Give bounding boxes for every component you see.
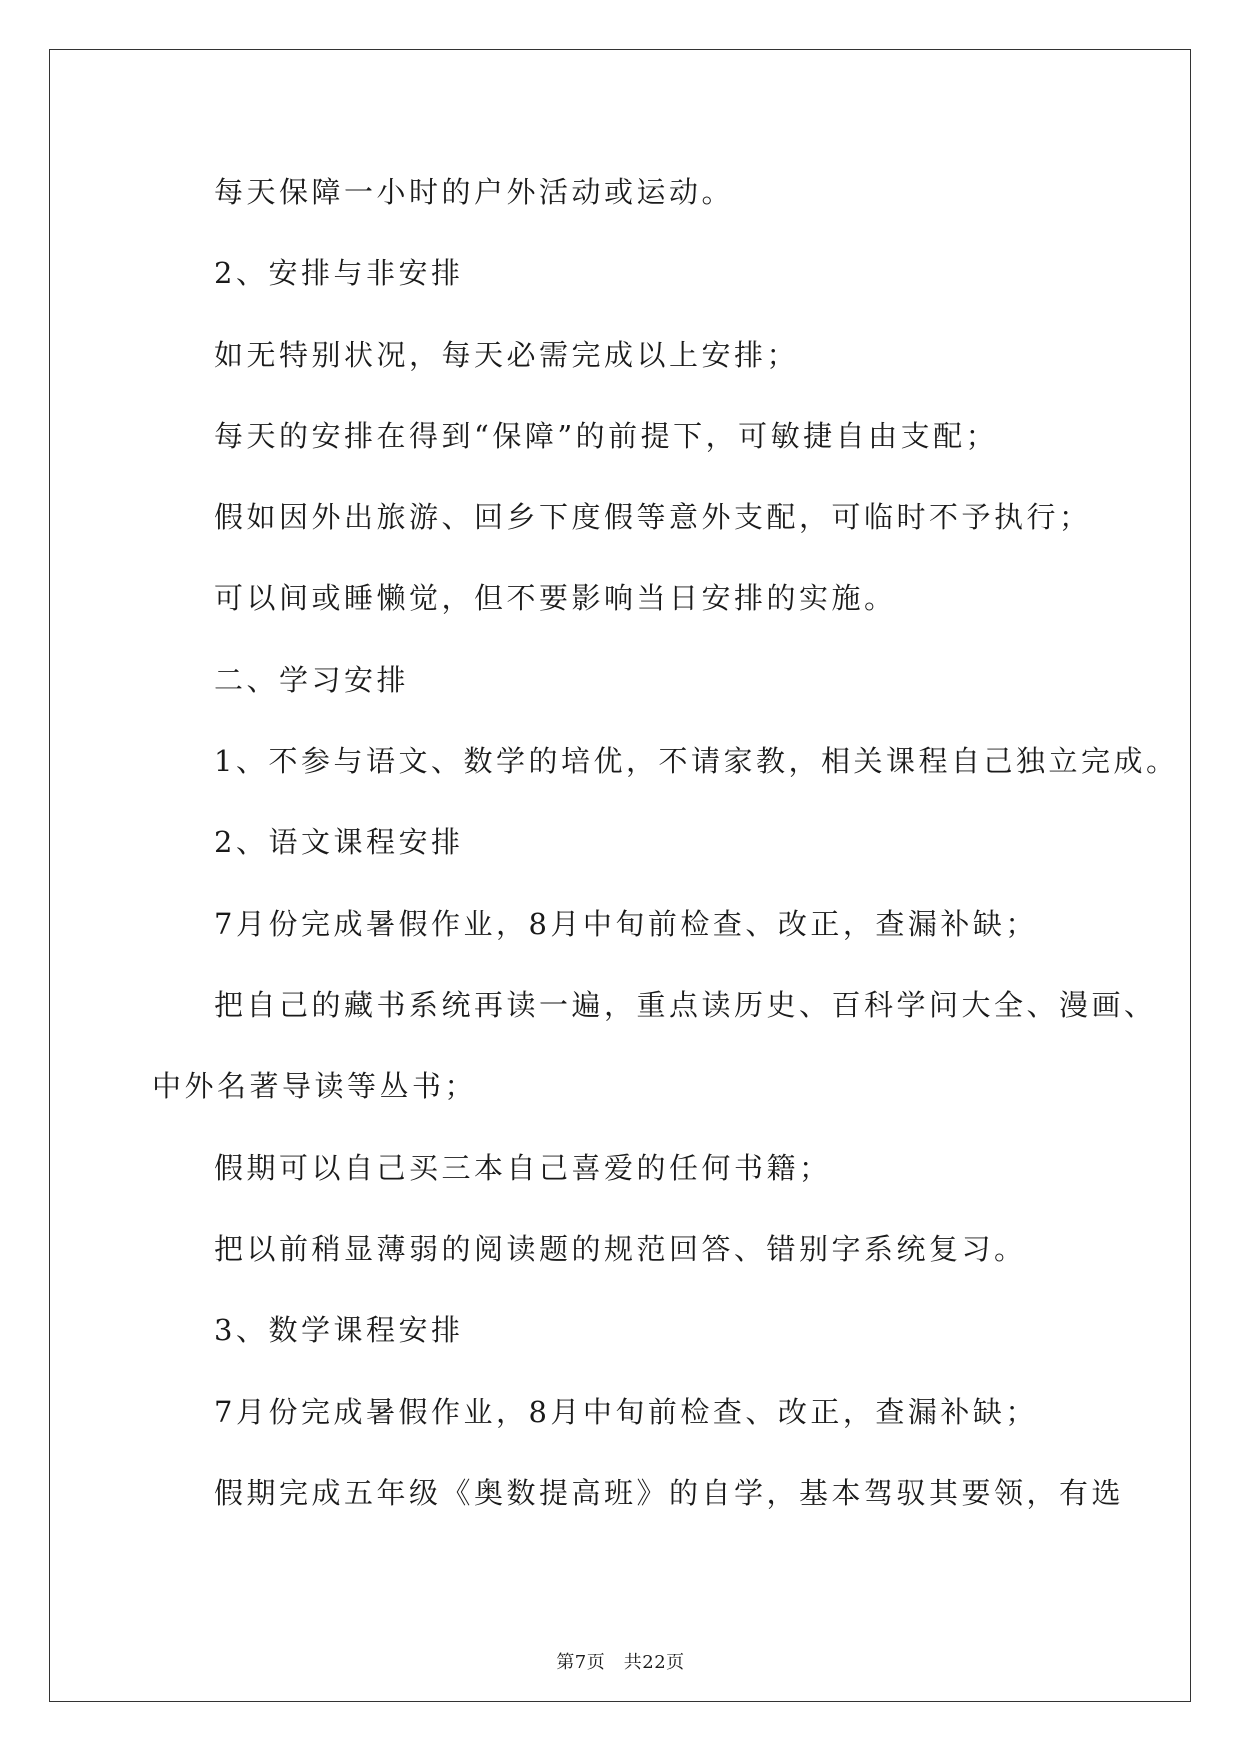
paragraph-line: 7月份完成暑假作业，8月中旬前检查、改正，查漏补缺；	[214, 1395, 1038, 1429]
paragraph-line: 如无特别状况，每天必需完成以上安排；	[214, 338, 800, 372]
paragraph-line: 每天保障一小时的户外活动或运动。	[214, 175, 735, 209]
paragraph-line: 假期完成五年级《奥数提高班》的自学，基本驾驭其要领，有选	[214, 1476, 1125, 1510]
paragraph-line: 把以前稍显薄弱的阅读题的规范回答、错别字系统复习。	[214, 1232, 1027, 1266]
section-heading: 2、安排与非安排	[214, 256, 464, 290]
section-heading: 二、学习安排	[214, 663, 410, 697]
page-number-footer: 第7页 共22页	[556, 1652, 685, 1673]
paragraph-line: 假期可以自己买三本自己喜爱的任何书籍；	[214, 1151, 832, 1185]
paragraph-line: 每天的安排在得到“保障”的前提下，可敏捷自由支配；	[214, 419, 999, 453]
paragraph-line: 可以间或睡懒觉，但不要影响当日安排的实施。	[214, 581, 897, 615]
paragraph-line: 7月份完成暑假作业，8月中旬前检查、改正，查漏补缺；	[214, 907, 1038, 941]
paragraph-line: 把自己的藏书系统再读一遍，重点读历史、百科学问大全、漫画、	[214, 988, 1157, 1022]
section-heading: 2、语文课程安排	[214, 825, 464, 859]
paragraph-line: 中外名著导读等丛书；	[152, 1069, 478, 1103]
paragraph-line: 假如因外出旅游、回乡下度假等意外支配，可临时不予执行；	[214, 500, 1092, 534]
page-border	[49, 49, 1191, 1702]
paragraph-line: 1、不参与语文、数学的培优，不请家教，相关课程自己独立完成。	[214, 744, 1179, 778]
section-heading: 3、数学课程安排	[214, 1313, 464, 1347]
